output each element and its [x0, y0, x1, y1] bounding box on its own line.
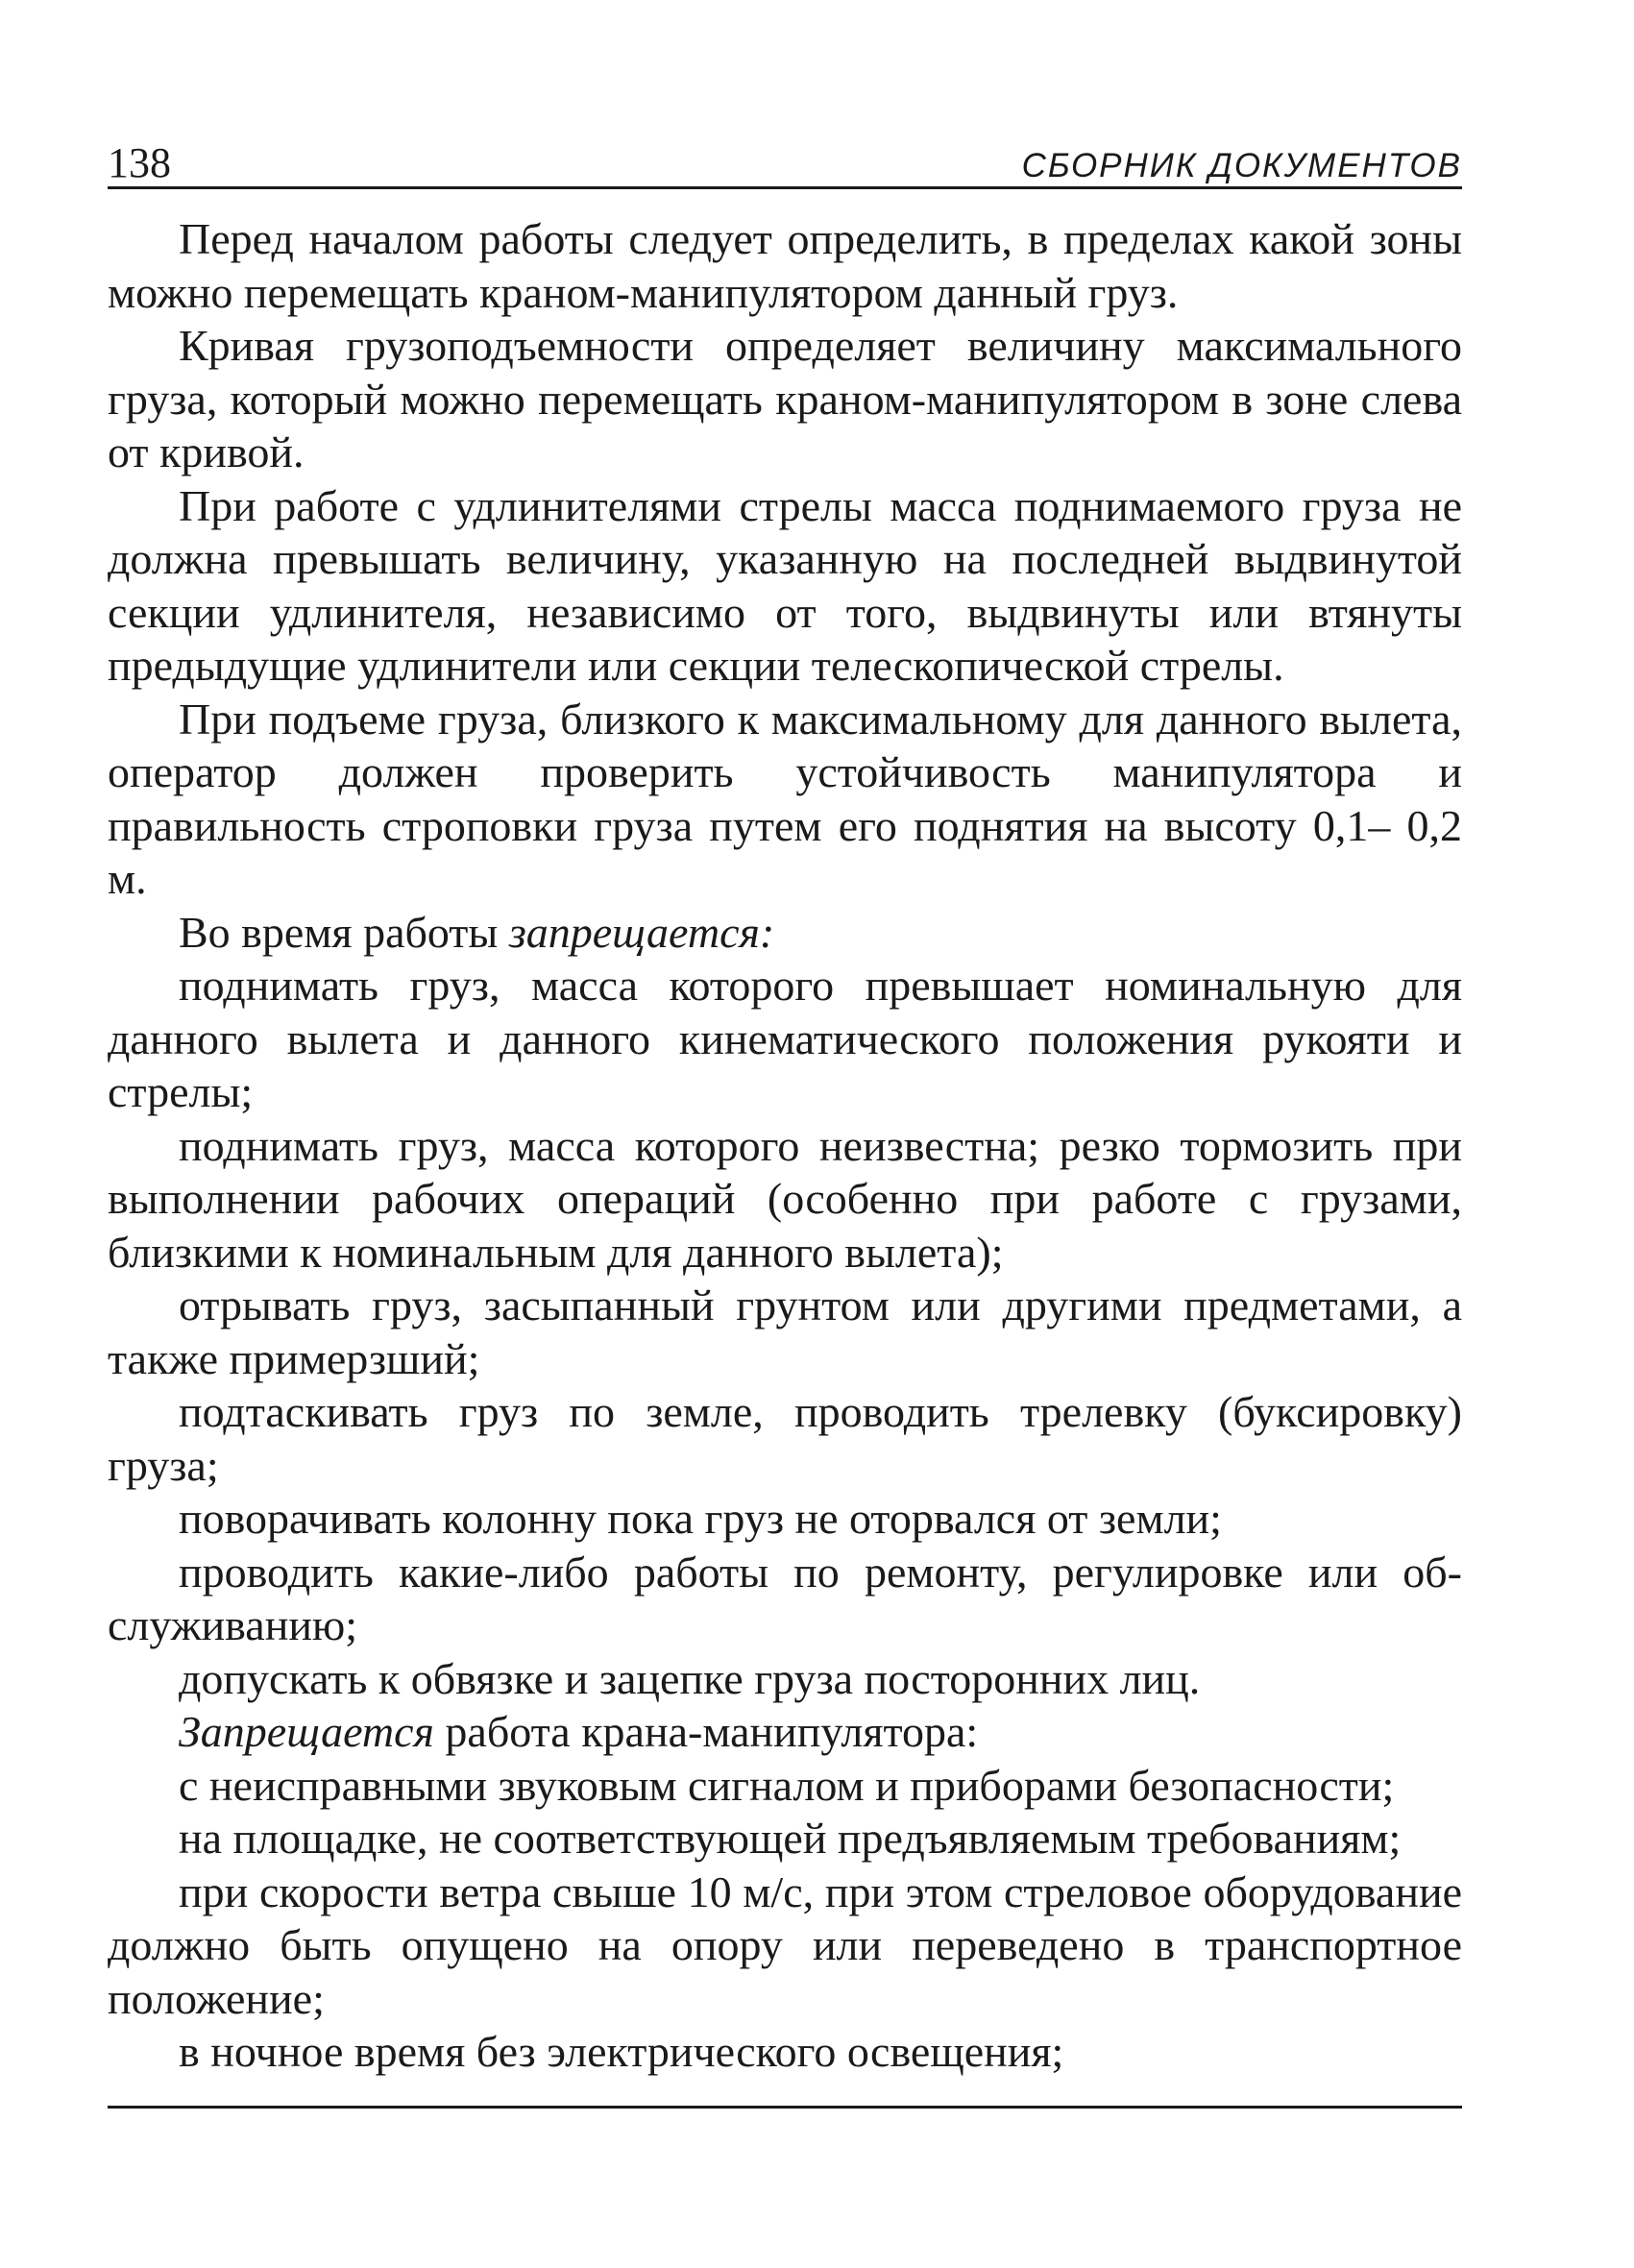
text-run: Кривая грузоподъемности определяет величину максимального груза, который можно перемещать краном-манипулятором в зоне слева от кривой.	[108, 321, 1462, 476]
text-run: допускать к обвязке и зацепке груза посторонних лиц.	[179, 1653, 1201, 1703]
paragraph	[108, 1705, 1462, 1759]
emphasized-text: запрещается:	[508, 907, 775, 957]
text-run: При подъеме груза, близкого к максимальному для данного вылета, оператор должен проверить устойчивость манипулятора и правильность строповки груза путем его поднятия на высоту 0,1– 0,2 м.	[108, 694, 1462, 903]
body-text	[108, 212, 1462, 2079]
running-head	[108, 123, 1462, 189]
page-number: 138	[108, 139, 171, 186]
paragraph	[108, 1866, 1462, 2026]
paragraph	[108, 1279, 1462, 1385]
paragraph	[108, 1652, 1462, 1706]
text-run: на площадке, не соответствующей предъявляемым требованиям;	[179, 1814, 1402, 1863]
collection-title: СБОРНИК ДОКУМЕНТОВ	[1021, 147, 1462, 184]
text-run: при скорости ветра свыше 10 м/с, при этом стреловое оборудование должно быть опущено на опору или переведено в транспортное положение;	[108, 1866, 1462, 2023]
text-run: работа крана-манипулятора:	[433, 1707, 979, 1756]
text-run: в ночное время без электрического освещения;	[179, 2027, 1064, 2076]
bottom-rule	[108, 2106, 1462, 2109]
text-run: поворачивать колонну пока груз не оторвался от земли;	[179, 1494, 1222, 1543]
text-run: поднимать груз, масса которого неизвестна; резко тормозить при выполнении рабочих операций (особенно при работе с грузами, близкими к номинальным для данного вылета);	[108, 1120, 1462, 1277]
emphasized-text: Запрещается	[179, 1707, 434, 1756]
paragraph	[108, 1759, 1462, 1813]
paragraph	[108, 1385, 1462, 1492]
text-run: Перед началом работы следует определить, в пределах какой зоны можно перемещать краном-манипулятором данный груз.	[108, 214, 1462, 317]
paragraph	[108, 906, 1462, 960]
paragraph	[108, 1812, 1462, 1866]
text-run: с неисправными звуковым сигналом и приборами безопасности;	[179, 1760, 1395, 1810]
paragraph	[108, 2025, 1462, 2079]
paragraph	[108, 479, 1462, 693]
paragraph	[108, 693, 1462, 906]
document-page	[108, 123, 1462, 2109]
paragraph	[108, 959, 1462, 1119]
paragraph	[108, 1546, 1462, 1652]
text-run: Во время работы	[179, 907, 509, 957]
paragraph	[108, 212, 1462, 319]
paragraph	[108, 319, 1462, 479]
text-run: подтаскивать груз по земле, проводить трелевку (буксировку) груза;	[108, 1387, 1462, 1490]
text-run: При работе с удлинителями стрелы масса поднимаемого груза не должна превышать величину, указанную на последней выдвинутой секции удлинителя, независимо от того, выдвинуты или втянуты предыдущие удлинители или секции телескопической стрелы.	[108, 480, 1462, 690]
text-run: поднимать груз, масса которого превышает номинальную для данного вылета и данного кинематического положения рукояти и стрелы;	[108, 961, 1462, 1116]
paragraph	[108, 1119, 1462, 1280]
text-run: проводить какие-либо работы по ремонту, регулировке или обслуживанию;	[108, 1547, 1462, 1649]
paragraph	[108, 1492, 1462, 1546]
text-run: отрывать груз, засыпанный грунтом или другими предметами, а также примерзший;	[108, 1280, 1462, 1383]
